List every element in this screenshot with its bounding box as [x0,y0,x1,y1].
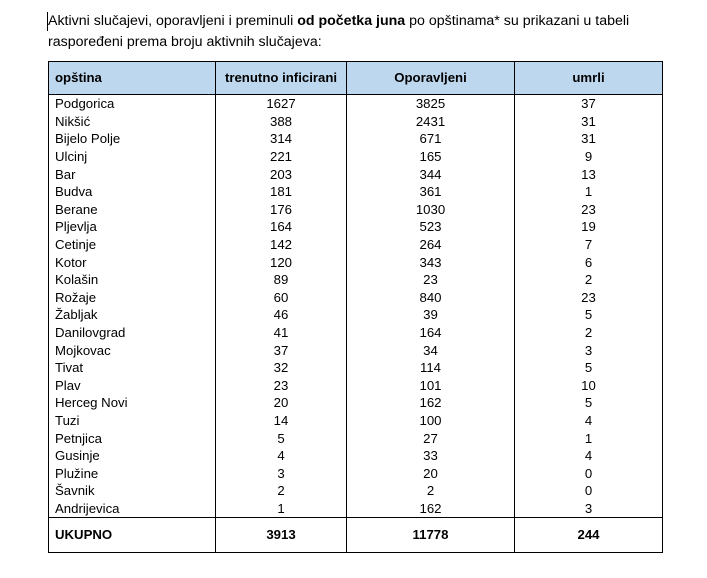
cell-deaths: 23 [515,201,663,219]
table-row [49,148,663,166]
table-row [49,306,663,324]
intro-paragraph [48,11,648,53]
table-row [49,95,663,113]
cell-recovered: 164 [347,324,515,342]
cell-municipality: Kolašin [49,271,216,289]
cell-recovered: 1030 [347,201,515,219]
cell-active: 120 [216,253,347,271]
total-row [49,518,663,553]
cell-recovered: 2 [347,482,515,500]
cell-active: 1 [216,500,347,518]
table-row [49,447,663,465]
total-deaths: 244 [515,518,663,553]
intro-text-end: po opštinama* su prikazani u tabeli raspoređeni prema broju aktivnih slučajeva: [48,13,630,50]
total-active: 3913 [216,518,347,553]
table-row [49,289,663,307]
cell-recovered: 162 [347,394,515,412]
cell-deaths: 1 [515,183,663,201]
cell-municipality: Bar [49,165,216,183]
cell-recovered: 264 [347,236,515,254]
cell-recovered: 165 [347,148,515,166]
header-recovered: Oporavljeni [347,62,515,95]
table-row [49,377,663,395]
cell-municipality: Plav [49,377,216,395]
cell-active: 388 [216,113,347,131]
cell-deaths: 5 [515,306,663,324]
cell-active: 314 [216,130,347,148]
cell-recovered: 523 [347,218,515,236]
cell-municipality: Petnjica [49,429,216,447]
header-active: trenutno inficirani [216,62,347,95]
header-municipality: opština [49,62,216,95]
cell-recovered: 100 [347,412,515,430]
cell-municipality: Herceg Novi [49,394,216,412]
cell-municipality: Kotor [49,253,216,271]
intro-text-start: Aktivni slučajevi, oporavljeni i preminuli [48,13,298,29]
table-row [49,271,663,289]
cell-active: 37 [216,341,347,359]
header-deaths: umrli [515,62,663,95]
cell-deaths: 3 [515,500,663,518]
cell-recovered: 39 [347,306,515,324]
cell-active: 41 [216,324,347,342]
cell-deaths: 5 [515,359,663,377]
cell-municipality: Podgorica [49,95,216,113]
cell-active: 46 [216,306,347,324]
cell-recovered: 361 [347,183,515,201]
table-row [49,218,663,236]
table-row [49,341,663,359]
cell-active: 181 [216,183,347,201]
cell-deaths: 3 [515,341,663,359]
cell-municipality: Rožaje [49,289,216,307]
table-row [49,429,663,447]
cell-recovered: 101 [347,377,515,395]
table-row [49,500,663,518]
cell-active: 23 [216,377,347,395]
cell-municipality: Pljevlja [49,218,216,236]
table-row [49,324,663,342]
cell-deaths: 1 [515,429,663,447]
cell-active: 14 [216,412,347,430]
cell-active: 142 [216,236,347,254]
cell-active: 221 [216,148,347,166]
table-row [49,113,663,131]
cell-deaths: 9 [515,148,663,166]
cell-active: 164 [216,218,347,236]
cell-deaths: 2 [515,271,663,289]
table-header-row [49,62,663,95]
table-row [49,165,663,183]
cell-recovered: 20 [347,464,515,482]
table-row [49,183,663,201]
total-recovered: 11778 [347,518,515,553]
total-label: UKUPNO [49,518,216,553]
cell-active: 60 [216,289,347,307]
cell-recovered: 33 [347,447,515,465]
cell-deaths: 2 [515,324,663,342]
cell-active: 3 [216,464,347,482]
cell-deaths: 0 [515,482,663,500]
cell-municipality: Šavnik [49,482,216,500]
cell-municipality: Tuzi [49,412,216,430]
cell-recovered: 114 [347,359,515,377]
table-row [49,464,663,482]
cell-recovered: 3825 [347,95,515,113]
cell-active: 20 [216,394,347,412]
municipality-cases-table [48,61,663,553]
cell-deaths: 7 [515,236,663,254]
cell-municipality: Ulcinj [49,148,216,166]
cell-recovered: 27 [347,429,515,447]
cell-municipality: Tivat [49,359,216,377]
table-row [49,412,663,430]
cell-deaths: 19 [515,218,663,236]
cell-active: 1627 [216,95,347,113]
cell-active: 2 [216,482,347,500]
table-row [49,359,663,377]
cell-recovered: 343 [347,253,515,271]
cell-municipality: Nikšić [49,113,216,131]
cell-active: 32 [216,359,347,377]
cell-active: 5 [216,429,347,447]
cell-municipality: Berane [49,201,216,219]
table-row [49,201,663,219]
intro-text-bold: od početka juna [297,13,406,29]
cell-active: 176 [216,201,347,219]
table-row [49,236,663,254]
cell-municipality: Gusinje [49,447,216,465]
cell-municipality: Andrijevica [49,500,216,518]
cell-deaths: 31 [515,130,663,148]
cell-recovered: 34 [347,341,515,359]
cell-active: 203 [216,165,347,183]
cell-active: 89 [216,271,347,289]
cell-deaths: 31 [515,113,663,131]
table-body [49,95,663,518]
cell-municipality: Mojkovac [49,341,216,359]
cell-active: 4 [216,447,347,465]
cell-deaths: 23 [515,289,663,307]
table-row [49,394,663,412]
cell-recovered: 840 [347,289,515,307]
cell-deaths: 6 [515,253,663,271]
cell-deaths: 0 [515,464,663,482]
cell-recovered: 344 [347,165,515,183]
cell-recovered: 162 [347,500,515,518]
cell-municipality: Danilovgrad [49,324,216,342]
cell-municipality: Budva [49,183,216,201]
cell-deaths: 13 [515,165,663,183]
cell-deaths: 5 [515,394,663,412]
cell-recovered: 671 [347,130,515,148]
cell-municipality: Bijelo Polje [49,130,216,148]
cell-deaths: 10 [515,377,663,395]
table-row [49,482,663,500]
cell-municipality: Plužine [49,464,216,482]
cell-recovered: 23 [347,271,515,289]
cell-deaths: 4 [515,412,663,430]
cell-deaths: 37 [515,95,663,113]
cell-recovered: 2431 [347,113,515,131]
table-row [49,253,663,271]
table-row [49,130,663,148]
cell-municipality: Cetinje [49,236,216,254]
cell-municipality: Žabljak [49,306,216,324]
cell-deaths: 4 [515,447,663,465]
